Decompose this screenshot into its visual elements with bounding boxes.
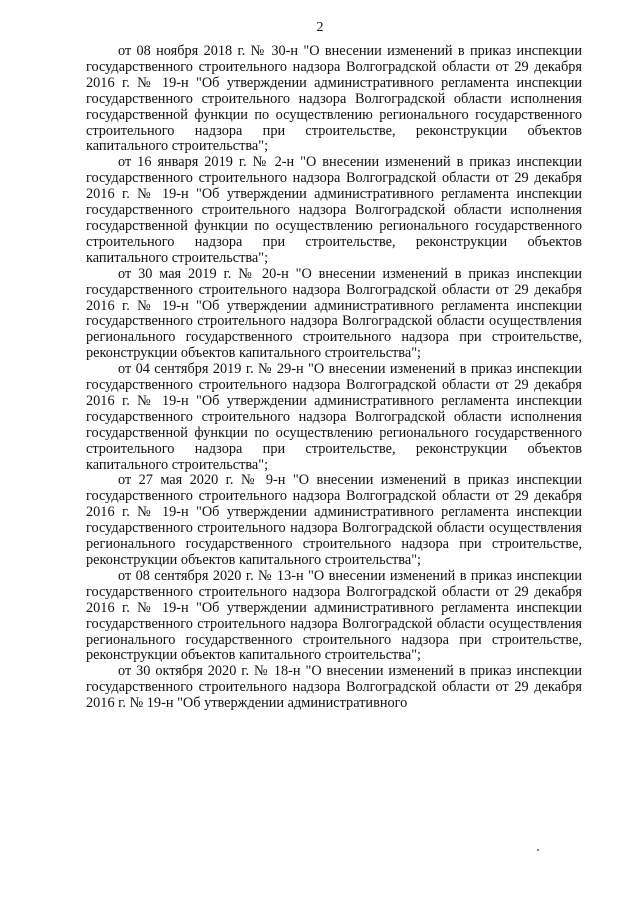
document-body xyxy=(86,44,582,712)
order-amendment-2019-09-04: от 04 сентября 2019 г. № 29-н "О внесении изменений в приказ инспекции государственного строительного надзора Волгоградской области от 29 декабря 2016 г. № 19-н "Об утверждении административного регламента инспекции государственного строительного надзора Волгоградской области исполнения государственной функции по осуществлению регионального государственного строительного надзора при строительстве, реконструкции объектов капитального строительства"; xyxy=(86,361,582,473)
order-amendment-2020-05-27: от 27 мая 2020 г. № 9-н "О внесении изменений в приказ инспекции государственного строительного надзора Волгоградской области от 29 декабря 2016 г. № 19-н "Об утверждении административного регламента инспекции государственного строительного надзора Волгоградской области осуществления регионального государственного строительного надзора при строительстве, реконструкции объектов капитального строительства"; xyxy=(86,472,582,568)
scan-speck xyxy=(537,849,539,851)
order-amendment-2019-01-16: от 16 января 2019 г. № 2-н "О внесении изменений в приказ инспекции государственного строительного надзора Волгоградской области от 29 декабря 2016 г. № 19-н "Об утверждении административного регламента инспекции государственного строительного надзора Волгоградской области исполнения государственной функции по осуществлению регионального государственного строительного надзора при строительстве, реконструкции объектов капитального строительства"; xyxy=(86,154,582,266)
page-number: 2 xyxy=(316,20,324,35)
order-amendment-2020-10-30: от 30 октября 2020 г. № 18-н "О внесении изменений в приказ инспекции государственного строительного надзора Волгоградской области от 29 декабря 2016 г. № 19-н "Об утверждении административного xyxy=(86,663,582,712)
order-amendment-2020-09-08: от 08 сентября 2020 г. № 13-н "О внесении изменений в приказ инспекции государственного строительного надзора Волгоградской области от 29 декабря 2016 г. № 19-н "Об утверждении административного регламента инспекции государственного строительного надзора Волгоградской области осуществления регионального государственного строительного надзора при строительстве, реконструкции объектов капитального строительства"; xyxy=(86,567,582,664)
order-amendment-2018-11-08: от 08 ноября 2018 г. № 30-н "О внесении изменений в приказ инспекции государственного строительного надзора Волгоградской области от 29 декабря 2016 г. № 19-н "Об утверждении административного регламента инспекции государственного строительного надзора Волгоградской области исполнения государственной функции по осуществлению регионального государственного строительного надзора при строительстве, реконструкции объектов капитального строительства"; xyxy=(86,43,582,155)
order-amendment-2019-05-30: от 30 мая 2019 г. № 20-н "О внесении изменений в приказ инспекции государственного строительного надзора Волгоградской области от 29 декабря 2016 г. № 19-н "Об утверждении административного регламента инспекции государственного строительного надзора Волгоградской области осуществления регионального государственного строительного надзора при строительстве, реконструкции объектов капитального строительства"; xyxy=(86,265,582,362)
